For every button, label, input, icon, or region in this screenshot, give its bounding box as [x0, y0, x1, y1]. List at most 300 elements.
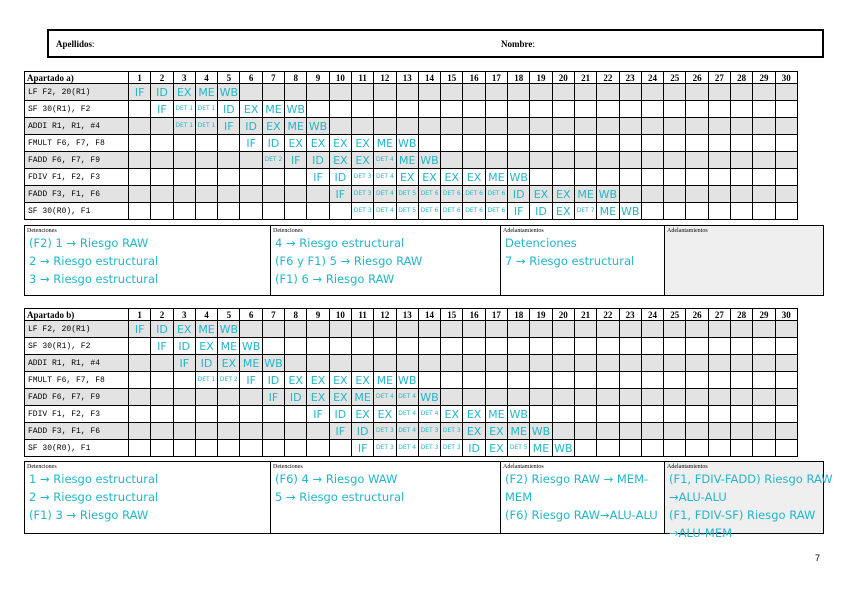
empty-cell [619, 135, 641, 152]
empty-cell [218, 169, 240, 186]
empty-cell [619, 355, 641, 372]
empty-cell [285, 406, 307, 423]
stage-cell: ID [530, 203, 552, 220]
stage-cell: DET 1 [173, 101, 195, 118]
note-line: →ALU-MEM [669, 526, 733, 540]
empty-cell [775, 338, 797, 355]
stage-cell: ID [463, 440, 485, 457]
stage-cell: ME [218, 338, 240, 355]
stage-cell: EX [351, 135, 373, 152]
stage-cell: ID [351, 423, 373, 440]
stage-cell: ME [374, 135, 396, 152]
notes-box [501, 226, 665, 295]
empty-cell [218, 389, 240, 406]
empty-cell [753, 118, 775, 135]
cycle-header: 9 [307, 72, 329, 84]
stage-cell: EX [285, 372, 307, 389]
empty-cell [418, 84, 440, 101]
empty-cell [552, 423, 574, 440]
note-line: Detenciones [505, 236, 577, 250]
note-line: (F1, FDIV-SF) Riesgo RAW [669, 508, 816, 522]
empty-cell [641, 169, 663, 186]
empty-cell [731, 406, 753, 423]
cycle-header: 11 [351, 309, 373, 321]
empty-cell [708, 101, 730, 118]
empty-cell [753, 203, 775, 220]
empty-cell [240, 203, 262, 220]
stage-cell: ME [195, 84, 217, 101]
empty-cell [240, 321, 262, 338]
empty-cell [508, 389, 530, 406]
stage-cell: DET 3 [418, 440, 440, 457]
instruction-name: FDIV F1, F2, F3 [25, 406, 129, 423]
empty-cell [396, 355, 418, 372]
part-title: Apartado b) [25, 309, 129, 321]
cycle-header: 20 [552, 72, 574, 84]
note-line: (F2) 1 → Riesgo RAW [29, 236, 149, 250]
cycle-header: 25 [664, 309, 686, 321]
empty-cell [731, 372, 753, 389]
empty-cell [218, 440, 240, 457]
empty-cell [597, 152, 619, 169]
empty-cell [552, 101, 574, 118]
instruction-name: FADD F3, F1, F6 [25, 423, 129, 440]
empty-cell [731, 135, 753, 152]
stage-cell: EX [307, 372, 329, 389]
notes-box-title: Adelantamientos [667, 228, 708, 234]
empty-cell [552, 355, 574, 372]
stage-cell: DET 1 [195, 372, 217, 389]
empty-cell [574, 355, 596, 372]
stage-cell: EX [173, 321, 195, 338]
student-header [47, 29, 824, 58]
empty-cell [664, 101, 686, 118]
empty-cell [441, 84, 463, 101]
stage-cell: EX [463, 406, 485, 423]
empty-cell [664, 152, 686, 169]
empty-cell [641, 152, 663, 169]
notes-box [501, 462, 665, 533]
empty-cell [351, 101, 373, 118]
pipeline-table-a [24, 71, 798, 220]
empty-cell [664, 406, 686, 423]
note-line: 2 → Riesgo estructural [29, 254, 159, 268]
stage-cell: ID [195, 355, 217, 372]
stage-cell: DET 6 [441, 203, 463, 220]
stage-cell: EX [530, 186, 552, 203]
empty-cell [664, 321, 686, 338]
stage-cell: EX [441, 406, 463, 423]
cycle-header: 7 [262, 72, 284, 84]
stage-cell: WB [397, 136, 417, 150]
empty-cell [574, 372, 596, 389]
cycle-header: 30 [775, 309, 797, 321]
cycle-header: 22 [597, 309, 619, 321]
empty-cell [686, 389, 708, 406]
stage-cell: DET 4 [374, 186, 396, 203]
stage-cell: ID [262, 135, 284, 152]
empty-cell [396, 321, 418, 338]
empty-cell [775, 372, 797, 389]
empty-cell [240, 440, 262, 457]
empty-cell [485, 101, 507, 118]
empty-cell [708, 321, 730, 338]
stage-cell: WB [509, 407, 528, 421]
stage-cell: EX [240, 101, 262, 118]
stage-cell: ID [285, 389, 307, 406]
empty-cell [708, 338, 730, 355]
cycle-header: 29 [753, 309, 775, 321]
empty-cell [530, 135, 552, 152]
stage-cell: EX [329, 152, 351, 169]
stage-cell: WB [219, 322, 239, 336]
empty-cell [218, 152, 240, 169]
empty-cell [463, 118, 485, 135]
empty-cell [485, 372, 507, 389]
empty-cell [285, 440, 307, 457]
empty-cell [641, 440, 663, 457]
empty-cell [307, 355, 329, 372]
stage-cell: ID [240, 118, 262, 135]
instruction-row [25, 152, 798, 169]
empty-cell [329, 440, 351, 457]
cycle-header: 26 [686, 309, 708, 321]
empty-cell [753, 135, 775, 152]
empty-cell [307, 101, 329, 118]
empty-cell [441, 321, 463, 338]
cycle-header: 24 [641, 72, 663, 84]
empty-cell [552, 321, 574, 338]
stage-cell: DET 5 [396, 186, 418, 203]
empty-cell [374, 101, 396, 118]
apellidos-label: Apellidos: [56, 39, 95, 49]
empty-cell [151, 406, 173, 423]
stage-cell: WB [620, 204, 640, 218]
notes-b [24, 461, 833, 540]
empty-cell [574, 135, 596, 152]
empty-cell [441, 338, 463, 355]
stage-cell: ME [530, 440, 552, 457]
empty-cell [508, 355, 530, 372]
empty-cell [552, 118, 574, 135]
empty-cell [775, 321, 797, 338]
empty-cell [262, 321, 284, 338]
empty-cell [173, 152, 195, 169]
note-line: 1 → Riesgo estructural [29, 472, 159, 486]
empty-cell [552, 84, 574, 101]
empty-cell [664, 186, 686, 203]
empty-cell [686, 406, 708, 423]
empty-cell [708, 372, 730, 389]
empty-cell [731, 355, 753, 372]
empty-cell [195, 203, 217, 220]
empty-cell [151, 135, 173, 152]
empty-cell [775, 406, 797, 423]
stage-cell: IF [240, 135, 262, 152]
empty-cell [441, 389, 463, 406]
stage-cell: ME [485, 169, 507, 186]
empty-cell [664, 440, 686, 457]
note-line: 4 → Riesgo estructural [275, 236, 405, 250]
empty-cell [463, 321, 485, 338]
empty-cell [686, 101, 708, 118]
cycle-header: 10 [329, 309, 351, 321]
empty-cell [641, 372, 663, 389]
stage-cell: DET 3 [374, 440, 396, 457]
stage-cell: EX [173, 84, 195, 101]
empty-cell [530, 169, 552, 186]
empty-cell [597, 135, 619, 152]
empty-cell [641, 203, 663, 220]
empty-cell [129, 152, 151, 169]
empty-cell [597, 321, 619, 338]
empty-cell [664, 84, 686, 101]
cycle-header: 10 [329, 72, 351, 84]
empty-cell [686, 169, 708, 186]
stage-cell: EX [285, 135, 307, 152]
cycle-header: 17 [485, 72, 507, 84]
stage-cell: ID [151, 84, 173, 101]
empty-cell [686, 186, 708, 203]
stage-cell: ID [329, 406, 351, 423]
stage-cell: WB [397, 373, 417, 387]
empty-cell [151, 440, 173, 457]
stage-cell: DET 1 [195, 118, 217, 135]
empty-cell [129, 372, 151, 389]
stage-cell: IF [307, 406, 329, 423]
instruction-name: SF 30(R1), F2 [25, 338, 129, 355]
empty-cell [753, 338, 775, 355]
empty-cell [463, 135, 485, 152]
instruction-row [25, 440, 798, 457]
empty-cell [641, 355, 663, 372]
instruction-row [25, 118, 798, 135]
empty-cell [240, 186, 262, 203]
notes-box-title: Adelantamientos [667, 464, 708, 470]
empty-cell [708, 135, 730, 152]
cycle-header: 4 [195, 72, 217, 84]
empty-cell [664, 389, 686, 406]
empty-cell [485, 84, 507, 101]
empty-cell [597, 101, 619, 118]
empty-cell [597, 169, 619, 186]
empty-cell [574, 84, 596, 101]
empty-cell [307, 423, 329, 440]
empty-cell [262, 169, 284, 186]
empty-cell [775, 152, 797, 169]
stage-cell: EX [307, 135, 329, 152]
empty-cell [374, 321, 396, 338]
empty-cell [463, 355, 485, 372]
stage-cell: DET 2 [218, 372, 240, 389]
empty-cell [173, 389, 195, 406]
empty-cell [307, 440, 329, 457]
cycle-header: 23 [619, 309, 641, 321]
empty-cell [485, 321, 507, 338]
empty-cell [351, 355, 373, 372]
stage-cell: DET 6 [485, 186, 507, 203]
stage-cell: EX [329, 372, 351, 389]
empty-cell [463, 84, 485, 101]
empty-cell [129, 406, 151, 423]
stage-cell: EX [329, 389, 351, 406]
stage-cell: ME [262, 101, 284, 118]
empty-cell [753, 423, 775, 440]
cycle-header: 28 [731, 72, 753, 84]
stage-cell: EX [262, 118, 284, 135]
empty-cell [552, 338, 574, 355]
cycle-header: 18 [508, 309, 530, 321]
empty-cell [285, 321, 307, 338]
notes-a [24, 225, 824, 296]
stage-cell: IF [307, 169, 329, 186]
stage-cell: ME [508, 423, 530, 440]
empty-cell [418, 135, 440, 152]
instruction-row [25, 355, 798, 372]
notes-box-title: Adelantamientos [503, 228, 544, 234]
empty-cell [151, 118, 173, 135]
stage-cell: DET 6 [463, 203, 485, 220]
empty-cell [574, 423, 596, 440]
empty-cell [574, 101, 596, 118]
empty-cell [285, 169, 307, 186]
empty-cell [218, 186, 240, 203]
empty-cell [262, 186, 284, 203]
empty-cell [463, 101, 485, 118]
empty-cell [686, 372, 708, 389]
empty-cell [151, 186, 173, 203]
empty-cell [641, 321, 663, 338]
cycle-header: 8 [285, 309, 307, 321]
note-line: →ALU-ALU [669, 490, 727, 504]
instruction-name: FADD F3, F1, F6 [25, 186, 129, 203]
empty-cell [262, 440, 284, 457]
empty-cell [195, 186, 217, 203]
note-line: (F6) 4 → Riesgo WAW [275, 472, 398, 486]
empty-cell [753, 186, 775, 203]
stage-cell: ID [307, 152, 329, 169]
empty-cell [641, 186, 663, 203]
stage-cell: IF [329, 423, 351, 440]
notes-box-title: Detenciones [27, 228, 57, 234]
empty-cell [775, 440, 797, 457]
empty-cell [262, 84, 284, 101]
note-line: (F6 y F1) 5 → Riesgo RAW [275, 254, 423, 268]
instruction-row [25, 389, 798, 406]
stage-cell: DET 4 [396, 389, 418, 406]
empty-cell [129, 186, 151, 203]
empty-cell [619, 372, 641, 389]
cycle-header: 14 [418, 72, 440, 84]
empty-cell [597, 406, 619, 423]
empty-cell [195, 389, 217, 406]
empty-cell [508, 84, 530, 101]
empty-cell [686, 135, 708, 152]
empty-cell [641, 338, 663, 355]
stage-cell: IF [129, 84, 151, 101]
page-number: 7 [814, 553, 820, 563]
empty-cell [374, 338, 396, 355]
instruction-row [25, 338, 798, 355]
empty-cell [686, 355, 708, 372]
cycle-header: 2 [151, 309, 173, 321]
empty-cell [329, 84, 351, 101]
stage-cell: ME [574, 186, 596, 203]
empty-cell [731, 338, 753, 355]
stage-cell: ME [374, 372, 396, 389]
note-line: (F1) 6 → Riesgo RAW [275, 272, 395, 286]
instruction-row [25, 423, 798, 440]
cycle-header: 7 [262, 309, 284, 321]
empty-cell [731, 118, 753, 135]
cycle-header: 24 [641, 309, 663, 321]
cycle-header: 3 [173, 309, 195, 321]
notes-box [665, 462, 833, 540]
cycle-header: 12 [374, 309, 396, 321]
empty-cell [708, 152, 730, 169]
empty-cell [664, 203, 686, 220]
stage-cell: WB [420, 153, 439, 167]
empty-cell [129, 169, 151, 186]
empty-cell [508, 338, 530, 355]
stage-cell: IF [151, 101, 173, 118]
stage-cell: ME [240, 355, 262, 372]
empty-cell [530, 152, 552, 169]
empty-cell [708, 186, 730, 203]
empty-cell [240, 389, 262, 406]
cycle-header: 27 [708, 72, 730, 84]
empty-cell [329, 321, 351, 338]
instruction-row [25, 203, 798, 220]
stage-cell: DET 4 [418, 406, 440, 423]
stage-cell: DET 4 [374, 169, 396, 186]
stage-cell: DET 5 [396, 203, 418, 220]
stage-cell: ME [195, 321, 217, 338]
empty-cell [664, 338, 686, 355]
stage-cell: IF [129, 321, 151, 338]
stage-cell: WB [241, 339, 261, 353]
stage-cell: DET 1 [173, 118, 195, 135]
stage-cell: EX [485, 440, 507, 457]
note-line: MEM [505, 490, 533, 504]
stage-cell: DET 3 [441, 440, 463, 457]
empty-cell [396, 118, 418, 135]
stage-cell: DET 3 [351, 203, 373, 220]
empty-cell [708, 84, 730, 101]
empty-cell [574, 118, 596, 135]
empty-cell [619, 152, 641, 169]
empty-cell [129, 203, 151, 220]
notes-box [25, 226, 271, 295]
stage-cell: DET 3 [351, 186, 373, 203]
cycle-header: 19 [530, 72, 552, 84]
stage-cell: DET 3 [351, 169, 373, 186]
empty-cell [664, 355, 686, 372]
empty-cell [508, 152, 530, 169]
notes-box [271, 226, 501, 295]
empty-cell [597, 389, 619, 406]
empty-cell [686, 440, 708, 457]
empty-cell [307, 186, 329, 203]
empty-cell [418, 355, 440, 372]
stage-cell: DET 3 [374, 423, 396, 440]
empty-cell [508, 118, 530, 135]
empty-cell [619, 423, 641, 440]
empty-cell [307, 338, 329, 355]
empty-cell [240, 152, 262, 169]
note-line: (F1) 3 → Riesgo RAW [29, 508, 149, 522]
empty-cell [619, 186, 641, 203]
